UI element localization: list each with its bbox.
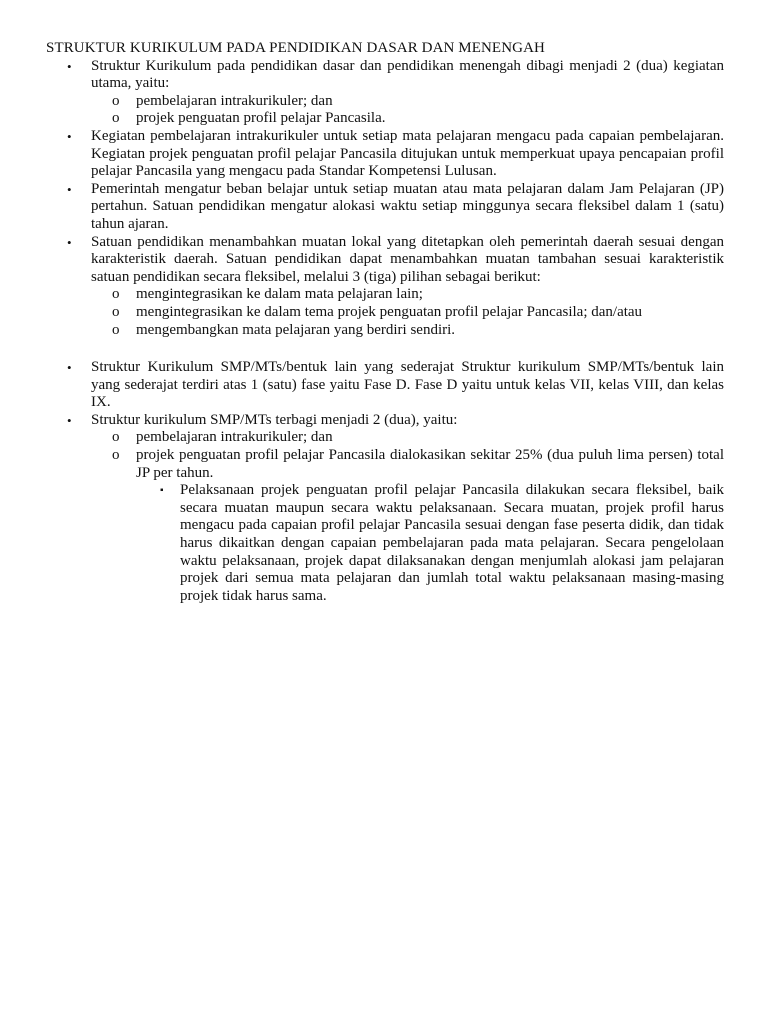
list-item-text: Satuan pendidikan menambahkan muatan lokal yang ditetapkan oleh pemerintah daerah sesuai dengan karakteristik daerah. Satuan pendidikan dapat menambahkan muatan tambahan sesuai karakteristik satuan pendidikan secara fleksibel, melalui 3 (tiga) pilihan sebagai berikut: (91, 233, 724, 285)
sub-sub-list-item-text: Pelaksanaan projek penguatan profil pelajar Pancasila dilakukan secara fleksibel, baik secara muatan maupun secara waktu pelaksanaan. Secara muatan, projek profil harus mengacu pada capaian profil pelajar Pancasila sesuai dengan fase peserta didik, dan tidak harus dikaitkan dengan capaian pembelajaran pada mata pelajaran. Secara pengelolaan waktu pelaksanaan, projek dapat dilaksanakan dengan menjumlah alokasi jam pelajaran projek dari semua mata pelajaran dan jumlah total waktu pelaksanaan masing-masing projek tidak harus sama. (180, 482, 724, 604)
square-bullet-icon: ▪ (160, 485, 164, 497)
list-item (46, 359, 724, 412)
sub-list (91, 286, 724, 339)
list-item-text: Pemerintah mengatur beban belajar untuk setiap muatan atau mata pelajaran dalam Jam Pelajaran (JP) pertahun. Satuan pendidikan mengatur alokasi waktu setiap minggunya secara fleksibel dalam 1 (satu) tahun ajaran. (91, 180, 724, 232)
list-item-text: Struktur Kurikulum SMP/MTs/bentuk lain yang sederajat Struktur kurikulum SMP/MTs/bentuk lain yang sederajat terdiri atas 1 (satu) fase yaitu Fase D. Fase D yaitu untuk kelas VII, kelas VIII, dan kelas IX. (91, 359, 724, 411)
section-2-list (46, 359, 724, 605)
sub-sub-list (136, 482, 724, 605)
sub-list-item-text: mengembangkan mata pelajaran yang berdiri sendiri. (136, 321, 456, 338)
section-1-list (46, 58, 724, 340)
circle-bullet-icon: o (112, 110, 120, 127)
sub-list-item (91, 304, 724, 322)
list-item (46, 128, 724, 181)
sub-list-item (91, 322, 724, 340)
circle-bullet-icon: o (112, 92, 120, 109)
list-item (46, 181, 724, 234)
circle-bullet-icon: o (112, 429, 120, 446)
sub-list-item (91, 286, 724, 304)
bullet-icon: • (67, 181, 72, 197)
circle-bullet-icon: o (112, 286, 120, 303)
sub-list-item (91, 429, 724, 447)
document-title: STRUKTUR KURIKULUM PADA PENDIDIKAN DASAR DAN MENENGAH (46, 40, 545, 56)
sub-list-item-text: mengintegrasikan ke dalam mata pelajaran lain; (136, 286, 423, 303)
list-item (46, 58, 724, 128)
list-item (46, 412, 724, 606)
sub-sub-list-item (136, 482, 724, 605)
sub-list-item-text: projek penguatan profil pelajar Pancasila. (136, 110, 386, 127)
list-item-text: Struktur kurikulum SMP/MTs terbagi menjadi 2 (dua), yaitu: (91, 411, 458, 428)
list-item (46, 234, 724, 340)
sub-list-item (91, 93, 724, 111)
sub-list-item-text: pembelajaran intrakurikuler; dan (136, 92, 333, 109)
bullet-icon: • (67, 360, 72, 376)
document-page (46, 40, 724, 605)
circle-bullet-icon: o (112, 303, 120, 320)
bullet-icon: • (67, 128, 72, 144)
list-item-text: Struktur Kurikulum pada pendidikan dasar dan pendidikan menengah dibagi menjadi 2 (dua) kegiatan utama, yaitu: (91, 57, 724, 92)
sub-list-item (91, 447, 724, 605)
bullet-icon: • (67, 58, 72, 74)
circle-bullet-icon: o (112, 447, 120, 464)
sub-list (91, 93, 724, 128)
circle-bullet-icon: o (112, 321, 120, 338)
sub-list-item (91, 110, 724, 128)
bullet-icon: • (67, 234, 72, 250)
sub-list-item-text: pembelajaran intrakurikuler; dan (136, 429, 333, 446)
sub-list-item-text: mengintegrasikan ke dalam tema projek penguatan profil pelajar Pancasila; dan/atau (136, 303, 643, 320)
bullet-icon: • (67, 412, 72, 428)
sub-list (91, 429, 724, 605)
section-spacer (46, 339, 724, 359)
list-item-text: Kegiatan pembelajaran intrakurikuler untuk setiap mata pelajaran mengacu pada capaian pembelajaran. Kegiatan projek penguatan profil pelajar Pancasila ditujukan untuk memperkuat upaya pencapaian profil pelajar Pancasila yang mengacu pada Standar Kompetensi Lulusan. (91, 127, 724, 180)
sub-list-item-text: projek penguatan profil pelajar Pancasila dialokasikan sekitar 25% (dua puluh lima persen) total JP per tahun. (136, 447, 724, 481)
